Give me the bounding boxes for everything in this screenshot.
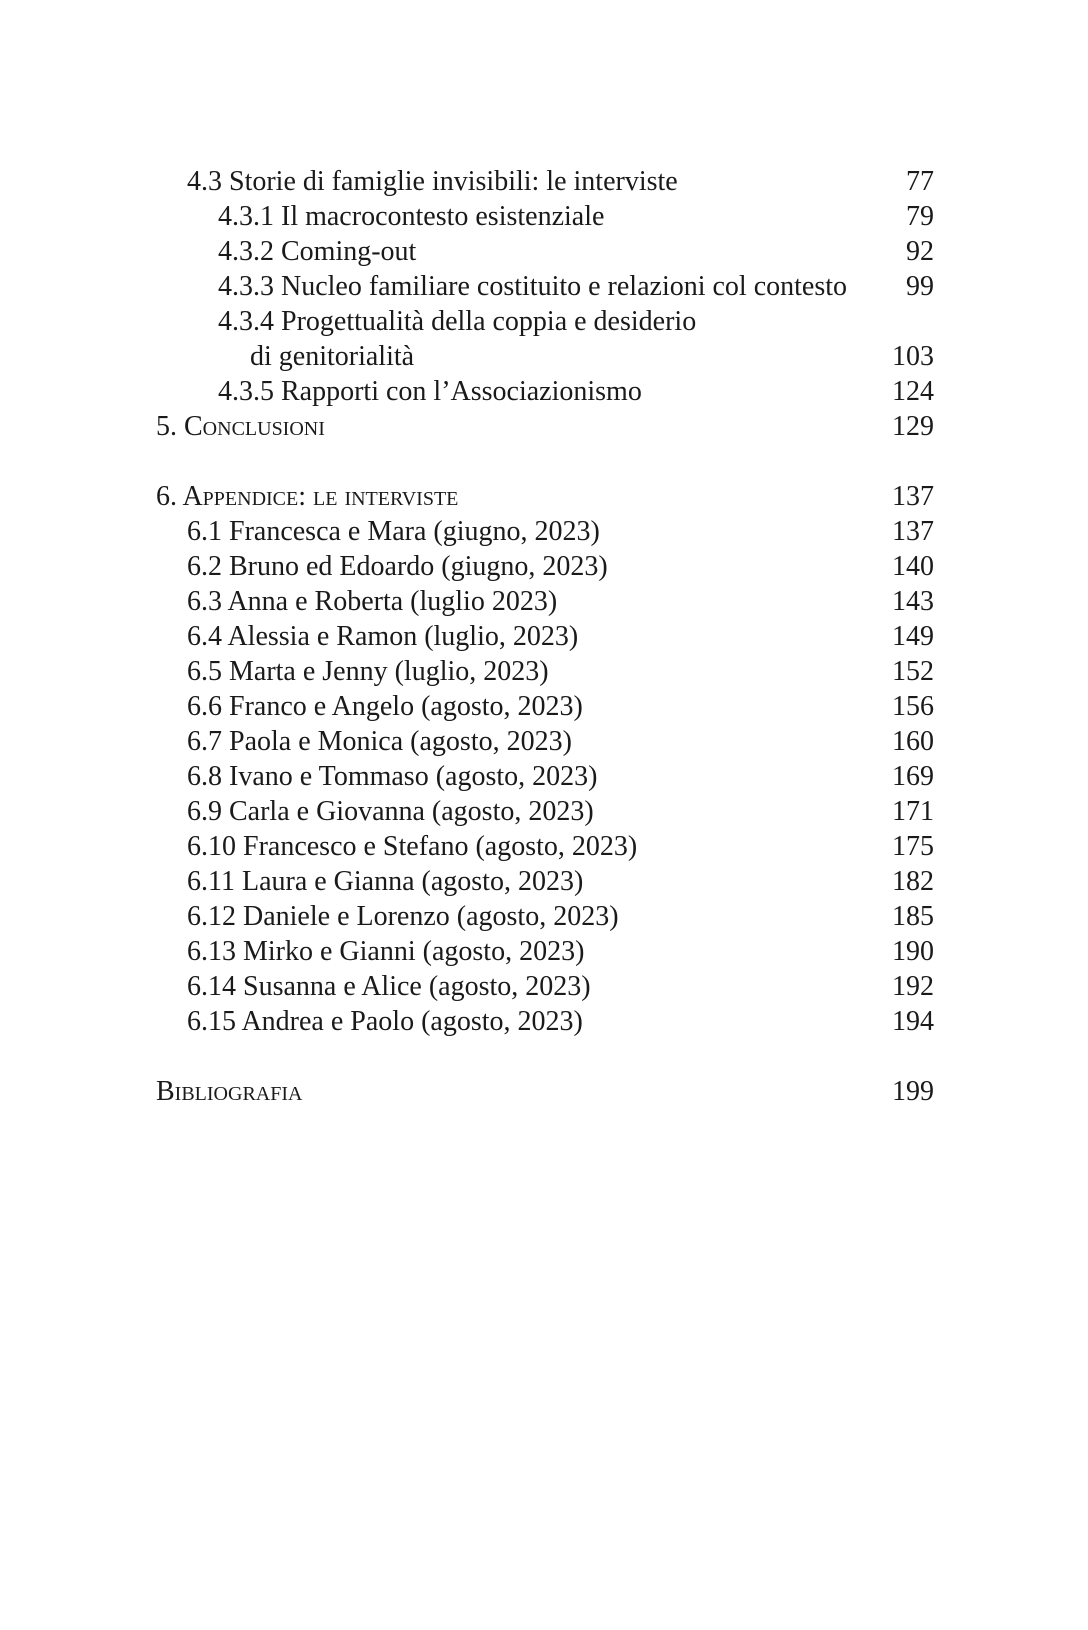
toc-entry-title: 6.3 Anna e Roberta (luglio 2023): [187, 586, 558, 617]
toc-entry-page: 169: [892, 761, 934, 792]
toc-entry-title: 6.14 Susanna e Alice (agosto, 2023): [187, 971, 591, 1002]
toc-entry-title: 6.9 Carla e Giovanna (agosto, 2023): [187, 796, 594, 827]
toc-entry-6-14: [156, 969, 934, 1004]
toc-entry-6-8: [156, 759, 934, 794]
toc-entry-page: 175: [892, 831, 934, 862]
toc-entry-chapter-6: [156, 479, 934, 514]
toc-entry-title: 6.4 Alessia e Ramon (luglio, 2023): [187, 621, 579, 652]
toc-entry-4-3-5: [156, 374, 934, 409]
toc-entry-page: 124: [892, 376, 934, 407]
toc-entry-page: 140: [892, 551, 934, 582]
toc-entry-page: 152: [892, 656, 934, 687]
toc-entry-6-9: [156, 794, 934, 829]
toc-entry-page: 190: [892, 936, 934, 967]
toc-entry-6-2: [156, 549, 934, 584]
toc-entry-title: 6.10 Francesco e Stefano (agosto, 2023): [187, 831, 638, 862]
toc-entry-title: 6.1 Francesca e Mara (giugno, 2023): [187, 516, 600, 547]
toc-entry-title: di genitorialità: [250, 341, 415, 372]
toc-entry-title: 6.2 Bruno ed Edoardo (giugno, 2023): [187, 551, 608, 582]
toc-entry-title: 6.8 Ivano e Tommaso (agosto, 2023): [187, 761, 598, 792]
toc-entry-6-1: [156, 514, 934, 549]
toc-entry-title: 4.3 Storie di famiglie invisibili: le interviste: [187, 166, 678, 197]
toc-entry-page: 160: [892, 726, 934, 757]
toc-entry-title: 6.15 Andrea e Paolo (agosto, 2023): [187, 1006, 583, 1037]
toc-entry-page: 156: [892, 691, 934, 722]
table-of-contents: [156, 164, 934, 1109]
toc-entry-6-7: [156, 724, 934, 759]
toc-entry-6-10: [156, 829, 934, 864]
toc-entry-title: 6.5 Marta e Jenny (luglio, 2023): [187, 656, 549, 687]
toc-entry-page: 199: [892, 1076, 934, 1107]
toc-entry-page: 137: [892, 481, 934, 512]
toc-entry-title: 6.12 Daniele e Lorenzo (agosto, 2023): [187, 901, 619, 932]
toc-entry-title: 4.3.1 Il macrocontesto esistenziale: [218, 201, 605, 232]
toc-entry-title: 6.6 Franco e Angelo (agosto, 2023): [187, 691, 583, 722]
toc-entry-6-15: [156, 1004, 934, 1039]
toc-entry-4-3-3: [156, 269, 934, 304]
toc-entry-4-3-4: [156, 304, 934, 339]
toc-entry-4-3-1: [156, 199, 934, 234]
toc-entry-page: 182: [892, 866, 934, 897]
toc-entry-page: 137: [892, 516, 934, 547]
toc-entry-page: 192: [892, 971, 934, 1002]
toc-entry-4-3: [156, 164, 934, 199]
toc-spacer: [156, 1039, 934, 1074]
toc-entry-page: 171: [892, 796, 934, 827]
toc-entry-6-12: [156, 899, 934, 934]
toc-entry-4-3-2: [156, 234, 934, 269]
toc-entry-6-5: [156, 654, 934, 689]
toc-entry-6-11: [156, 864, 934, 899]
toc-entry-title: 4.3.2 Coming-out: [218, 236, 417, 267]
toc-entry-title: 4.3.4 Progettualità della coppia e desiderio: [218, 306, 697, 337]
toc-entry-6-13: [156, 934, 934, 969]
toc-entry-page: 92: [906, 236, 934, 267]
toc-chapter-title: 6. Appendice: le interviste: [156, 481, 459, 512]
toc-entry-6-6: [156, 689, 934, 724]
toc-entry-4-3-4-continuation: [156, 339, 934, 374]
toc-entry-title: 4.3.3 Nucleo familiare costituito e relazioni col contesto: [218, 271, 848, 302]
toc-entry-page: 77: [906, 166, 934, 197]
toc-entry-title: 6.7 Paola e Monica (agosto, 2023): [187, 726, 572, 757]
toc-entry-page: 129: [892, 411, 934, 442]
toc-entry-title: 4.3.5 Rapporti con l’Associazionismo: [218, 376, 642, 407]
toc-entry-chapter-5: [156, 409, 934, 444]
toc-entry-6-4: [156, 619, 934, 654]
toc-spacer: [156, 444, 934, 479]
toc-entry-title: 6.11 Laura e Gianna (agosto, 2023): [187, 866, 584, 897]
toc-entry-title: 6.13 Mirko e Gianni (agosto, 2023): [187, 936, 585, 967]
toc-entry-page: 185: [892, 901, 934, 932]
toc-entry-page: 99: [906, 271, 934, 302]
toc-entry-page: 149: [892, 621, 934, 652]
toc-chapter-title: 5. Conclusioni: [156, 411, 325, 442]
toc-chapter-title: Bibliografia: [156, 1076, 303, 1107]
toc-entry-6-3: [156, 584, 934, 619]
toc-entry-page: 143: [892, 586, 934, 617]
toc-entry-page: 79: [906, 201, 934, 232]
toc-entry-bibliography: [156, 1074, 934, 1109]
toc-entry-page: 194: [892, 1006, 934, 1037]
toc-entry-page: 103: [892, 341, 934, 372]
